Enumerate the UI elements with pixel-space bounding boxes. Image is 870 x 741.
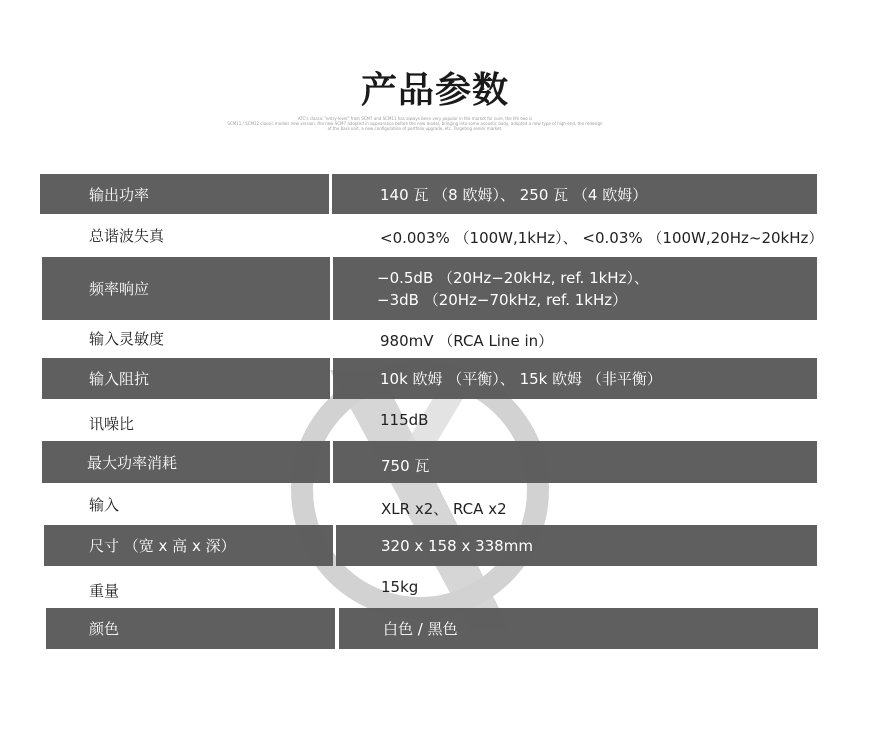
- spec-row-dimensions: [0, 525, 870, 566]
- spec-value: [336, 525, 817, 566]
- spec-label: [42, 441, 330, 483]
- spec-value: [332, 484, 817, 524]
- subtitle-line: of the bass unit, a new configuration of portfolio upgrade, etc. Targeting senior market.: [327, 126, 503, 131]
- spec-row-snr: [0, 401, 870, 441]
- spec-label: [44, 525, 333, 566]
- spec-label-text: 讯噪比: [89, 415, 135, 433]
- spec-row-color: [0, 608, 870, 649]
- spec-value-text: 320 x 158 x 338mm: [381, 536, 533, 555]
- spec-label: [40, 567, 329, 607]
- spec-label: [42, 257, 330, 320]
- spec-label: [40, 174, 329, 214]
- spec-label: [42, 358, 330, 399]
- spec-value-text: 750 瓦: [381, 457, 430, 475]
- spec-value-text: 115dB: [380, 411, 429, 429]
- spec-label-text: 重量: [89, 582, 120, 600]
- spec-label: [40, 215, 329, 255]
- subtitle-line: ATC's classic "entry-level" from SCM7 and SCM11 has always been very popular in the market for sure, the life two is: [297, 116, 533, 121]
- spec-value: [332, 318, 817, 358]
- spec-value: [332, 174, 817, 214]
- spec-label-text: 总谐波失真: [89, 226, 165, 245]
- page-title: 产品参数: [360, 70, 509, 111]
- spec-label-text: 尺寸 （宽 x 高 x 深）: [89, 537, 236, 555]
- spec-label-text: 最大功率消耗: [87, 453, 178, 472]
- spec-row-weight: [0, 567, 870, 607]
- spec-row-input-impedance: [0, 358, 870, 399]
- spec-value: [333, 441, 817, 483]
- spec-value-line: −3dB （20Hz−70kHz, ref. 1kHz）: [377, 290, 628, 309]
- spec-row-frequency-response: [0, 257, 870, 320]
- spec-value-text: 140 瓦 （8 欧姆）、 250 瓦 （4 欧姆）: [380, 185, 648, 204]
- spec-label-text: 频率响应: [89, 280, 150, 298]
- spec-label-text: 颜色: [89, 620, 120, 638]
- spec-label: [40, 484, 329, 524]
- spec-label: [46, 608, 335, 649]
- spec-row-thd: [0, 215, 870, 255]
- subtitle-line: SCM11 / SCM12 classic models new version, the new SCM7 adopted in appearance before the new model, bringing into some acoustic body, adopted a new type of high-end, the redesign: [227, 121, 603, 126]
- spec-value-text: <0.003% （100W,1kHz）、 <0.03% （100W,20Hz~20kHz）: [380, 229, 824, 247]
- spec-label-text: 输入阻抗: [89, 370, 150, 388]
- spec-label: [40, 318, 329, 358]
- spec-label-text: 输入灵敏度: [89, 329, 165, 348]
- spec-value-text: 980mV （RCA Line in）: [380, 332, 554, 350]
- spec-value: [333, 257, 817, 320]
- spec-value-text: 10k 欧姆 （平衡）、 15k 欧姆 （非平衡）: [380, 370, 662, 388]
- spec-value-text: 白色 / 黑色: [383, 620, 458, 638]
- spec-value-text: XLR x2、 RCA x2: [381, 500, 507, 518]
- spec-value: [333, 358, 817, 399]
- spec-row-max-power-consumption: [0, 441, 870, 483]
- spec-value-text: 15kg: [381, 578, 419, 596]
- spec-label: [40, 401, 329, 441]
- spec-value: [332, 567, 817, 607]
- spec-value: [339, 608, 818, 649]
- spec-row-input-sensitivity: [0, 318, 870, 358]
- spec-value: [332, 401, 817, 441]
- spec-label-text: 输入: [89, 495, 120, 514]
- spec-row-inputs: [0, 484, 870, 524]
- spec-value: [332, 215, 824, 255]
- spec-row-output-power: [0, 174, 870, 214]
- spec-label-text: 输出功率: [89, 185, 150, 204]
- spec-value-line: −0.5dB （20Hz−20kHz, ref. 1kHz）、: [377, 268, 649, 287]
